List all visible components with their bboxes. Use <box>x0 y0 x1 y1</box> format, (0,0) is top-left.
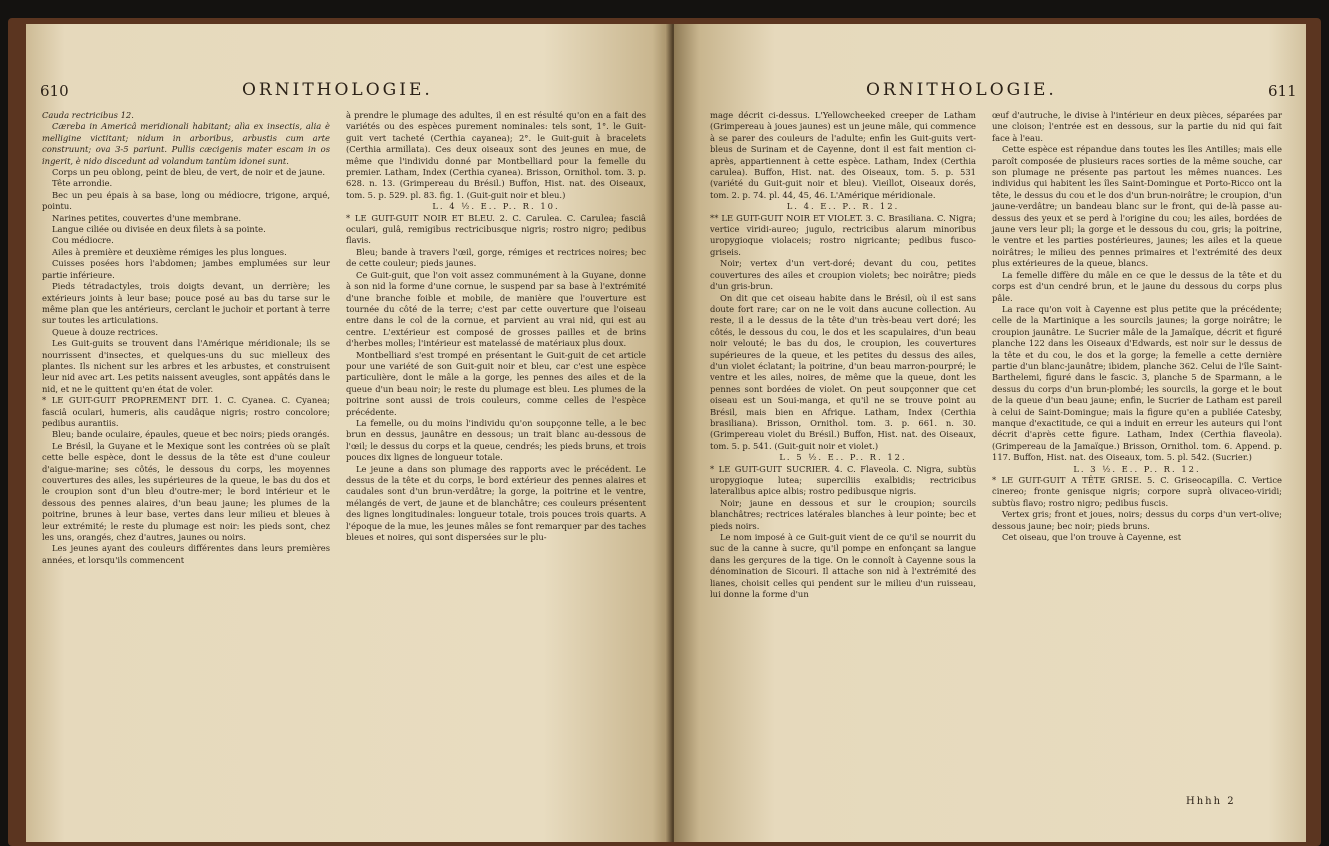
left-col1-paragraph-12: Les Guit-guits se trouvent dans l'Amérique méridionale; ils se nourrissent d'insectes, et quelques-uns du suc mielleux des plantes. Ils nichent sur les arbres et les arbustes, et construisent leur nid avec art. Les petits naissent aveugles, sont appâtés dans le nid, et ne le quittent qu'en état de voler. <box>42 338 330 394</box>
left-col1-paragraph-0: Cauda rectricibus 12. <box>42 110 134 120</box>
left-col1-paragraph-8: Ailes à première et deuxième rémiges les plus longues. <box>52 246 287 257</box>
left-col2-paragraph-1: L. 4 ½. E.. P.. R. 10. <box>432 201 560 212</box>
left-col1-paragraph-10: Pieds tétradactyles, trois doigts devant, un derrière; les extérieurs joints à leur base; pouce posé au bas du tarse sur le même plan que les antérieurs, cerclant le juchoir et portant à terre sur toutes les articulations. <box>42 281 330 326</box>
right-col1-paragraph-0: mage décrit ci-dessus. L'Yellowcheeked creeper de Latham (Grimpereau à joues jaunes) est un jeune mâle, qui commence à se parer des couleurs de l'adulte; enfin les Guit-guits vert-bleus de Surinam et de Cayenne, dont il est fait mention ci-après, appartiennent à cette espèce. Latham, Index (Certhia carulea). Buffon, Hist. nat. des Oiseaux, tom. 5. p. 531 (variété du Guit-guit noir et bleu). Vieillot, Oiseaux dorés, tom. 2. p. 74. pl. 44, 45, 46. L'Amérique méridionale. <box>710 110 976 200</box>
right-col2-paragraph-2: La femelle diffère du mâle en ce que le dessus de la tête et du corps est d'un cendré brun, et le jaune du dessous du corps plus pâle. <box>992 269 1282 303</box>
right-col2-paragraph-5: * LE GUIT-GUIT A TÊTE GRISE. 5. C. Griseocapilla. C. Vertice cinereo; fronte genisque nigris; corpore suprà olivaceo-viridi; subtùs flavo; rostro nigro; pedibus fuscis. <box>992 475 1282 508</box>
left-col1-paragraph-11: Queue à douze rectrices. <box>52 326 159 337</box>
right-col2-paragraph-1: Cette espèce est répandue dans toutes les îles Antilles; mais elle paroît composée de plusieurs races sorties de la même souche, car son plumage ne présente pas partout les mêmes nuances. Les individus qui habitent les îles Saint-Domingue et Porto-Ricco ont la tête, le dessus du cou et le dos d'un brun-noirâtre; le croupion, d'un jaune-verdâtre; un bandeau blanc sur le front, qui de-là passe au-dessus des yeux et se perd à l'origine du cou; les ailes, bordées de jaune vers leur pli; la gorge et le dessous du cou, gris; la poitrine, le ventre et les parties postérieures, jaunes; les ailes et la queue noirâtres; le milieu des pennes primaires et l'extrémité des deux plus extérieures de la queue, blancs. <box>992 144 1282 269</box>
left-col2-paragraph-0: à prendre le plumage des adultes, il en est résulté qu'on en a fait des variétés ou des espèces purement nominales: tels sont, 1°. le Guit-guit vert tacheté (Certhia cayanea); 2°. le Guit-guit à bracelets (Certhia armillata). Ces deux oiseaux sont des jeunes en mue, de même que l'individu donné par Montbelliard pour la femelle du premier. Latham, Index (Certhia cyanea). Brisson, Ornithol. tom. 3. p. 628. n. 13. (Grimpereau du Brésil.) Buffon, Hist. nat. des Oiseaux, tom. 5. p. 529. pl. 83. fig. 1. (Guit-guit noir et bleu.) <box>346 110 646 200</box>
left-col1-paragraph-14: Bleu; bande oculaire, épaules, queue et bec noirs; pieds orangés. <box>52 429 330 440</box>
left-col1-paragraph-5: Narines petites, couvertes d'une membrane. <box>52 212 241 223</box>
right-col1-paragraph-6: * LE GUIT-GUIT SUCRIER. 4. C. Flaveola. C. Nigra, subtùs uropygioque lutea; superciliis exalbidis; rectricibus lateralibus apice albis; rostro pedibusque nigris. <box>710 463 976 497</box>
signature-mark: Hhhh 2 <box>1186 796 1236 807</box>
right-col1-paragraph-8: Le nom imposé à ce Guit-guit vient de ce qu'il se nourrit du suc de la canne à sucre, qu'il pompe en enfonçant sa langue dans les gerçures de la tige. On le connoît à Cayenne sous la dénomination de Sicouri. Il attache son nid à l'extrémité des lianes, choisit celles qui pendent sur le milieu d'un ruisseau, lui donne la forme d'un <box>710 532 976 600</box>
right-col2-paragraph-3: La race qu'on voit à Cayenne est plus petite que la précédente; celle de la Martinique a les sourcils jaunes; la gorge noirâtre; le croupion jaunâtre. Le Sucrier mâle de la Jamaïque, décrit et figuré planche 122 dans les Oiseaux d'Edwards, est noir sur le dessus de la tête et du cou, le dos et la gorge; la femelle a cette dernière partie d'un blanc-jaunâtre; ibidem, planche 362. Celui de l'île Saint-Barthelemi, figuré dans le fascic. 3, planche 5 de Sparmann, a le dessus du corps d'un brun-plombé; les sourcils, la gorge et le bout de la queue d'un beau jaune; enfin, le Sucrier de Latham est pareil à celui de Saint-Domingue; mais la figure qu'en a publiée Catesby, manque d'exactitude, ce qui a induit en erreur les auteurs qui l'ont décrit d'après cette figure. Latham, Index (Certhia flaveola). (Grimpereau de la Jamaïque.) Brisson, Ornithol. tom. 6. Append. p. 117. Buffon, Hist. nat. des Oiseaux, tom. 5. pl. 542. (Sucrier.) <box>992 303 1282 463</box>
left-page <box>26 24 672 842</box>
left-col1-paragraph-15: Le Brésil, la Guyane et le Mexique sont les contrées où se plaît cette belle espèce, dont le dessus de la tête est d'une couleur d'aigue-marine; ses côtés, le dessous du corps, les moyennes couvertures des ailes, les supérieures de la queue, le bas du dos et le croupion sont d'un bleu d'outre-mer; le bord intérieur et le dessous des pennes alaires, d'un beau jaune; les plumes de la poitrine, brunes à leur base, vertes dans leur milieu et bleues à leur extrémité; le reste du plumage est noir: les pieds sont, chez les uns, orangés, chez d'autres, jaunes ou noirs. <box>42 440 330 543</box>
left-col2-paragraph-5: Montbelliard s'est trompé en présentant le Guit-guit de cet article pour une variété de son Guit-guit noir et bleu, car c'est une espèce particulière, dont le mâle a la gorge, les pennes des ailes et de la queue d'un beau noir; le reste du plumage est bleu. Les plumes de la poitrine sont aussi de trois couleurs, comme celles de l'espèce précédente. <box>346 349 646 417</box>
left-col1-paragraph-1: Cæreba in Americâ meridionali habitant; alìa ex insectis, alia è melligine victitant; nidum in arboribus, arbustis cum arte construunt; ova 3-5 pariunt. Pullis cæcigenis mater escam in os ingerit, è nido discedunt ad volandum tantùm idonei sunt. <box>42 121 330 166</box>
left-col1-paragraph-13: * LE GUIT-GUIT PROPREMENT DIT. 1. C. Cyanea. C. Cyanea; fasciâ oculari, humeris, alis caudâque nigris; rostro concolore; pedibus aurantiis. <box>42 395 330 428</box>
left-col1-paragraph-7: Cou médiocre. <box>52 235 114 246</box>
left-col2-paragraph-7: Le jeune a dans son plumage des rapports avec le précédent. Le dessus de la tête et du corps, le bord extérieur des pennes alaires et caudales sont d'un brun-verdâtre; la gorge, la poitrine et le ventre, mélangés de vert, de jaune et de blanchâtre; ces couleurs présentent des lignes longitudinales: longueur totale, trois pouces trois quarts. A l'époque de la mue, les jeunes mâles se font remarquer par des taches bleues et noires, qui sont dispersées sur le plu- <box>346 463 646 543</box>
right-col1-paragraph-5: L. 5 ½. E.. P.. R. 12. <box>779 452 907 463</box>
left-col1-paragraph-4: Bec un peu épais à sa base, long ou médiocre, trigone, arqué, pointu. <box>42 189 330 212</box>
left-col1-paragraph-9: Cuisses posées hors l'abdomen; jambes emplumées sur leur partie inférieure. <box>42 258 330 280</box>
left-col2-paragraph-2: * LE GUIT-GUIT NOIR ET BLEU. 2. C. Carulea. C. Carulea; fasciâ oculari, gulâ, remigibus rectricibusque nigris; rostro nigro; pedibus flavis. <box>346 212 646 246</box>
right-col1-paragraph-2: ** LE GUIT-GUIT NOIR ET VIOLET. 3. C. Brasiliana. C. Nigra; vertice viridi-aureo; jugulo, rectricibus alarum minoribus uropygioque violaceis; rostro nigricante; pedibus fusco-griseis. <box>710 212 976 257</box>
left-column-2 <box>346 110 646 543</box>
left-column-1 <box>42 110 330 566</box>
right-col1-paragraph-4: On dit que cet oiseau habite dans le Brésil, où il est sans doute fort rare; car on ne le voit dans aucune collection. Au reste, il a le dessus de la tête d'un très-beau vert doré; les côtés, le dessous du cou, le dos et les scapulaires, d'un beau noir velouté; le bas du dos, le croupion, les couvertures supérieures de la queue, et les petites du dessus des ailes, d'un violet éclatant; la poitrine, d'un beau marron-pourpré; le ventre et les ailes, noires, de même que la queue, dont les pennes sont bordées de violet. On peut soupçonner que cet oiseau est un Soui-manga, et qu'il ne se trouve point au Brésil, mais bien en Afrique. Latham, Index (Certhia brasiliana). Brisson, Ornithol. tom. 3. p. 661. n. 30. (Grimpereau violet du Brésil.) Buffon, Hist. nat. des Oiseaux, tom. 5. p. 541. (Guit-guit noir et violet.) <box>710 292 976 451</box>
open-book <box>8 18 1321 846</box>
left-col2-paragraph-3: Bleu; bande à travers l'œil, gorge, rémiges et rectrices noires; bec de cette couleur; pieds jaunes. <box>346 246 646 269</box>
right-page-header: ORNITHOLOGIE. <box>866 80 1057 100</box>
right-col1-paragraph-1: L. 4. E.. P.. R. 12. <box>786 201 900 212</box>
right-col2-paragraph-4: L. 3 ½. E.. P.. R. 12. <box>1073 463 1201 474</box>
right-col2-paragraph-7: Cet oiseau, que l'on trouve à Cayenne, est <box>1002 532 1182 543</box>
right-col2-paragraph-0: œuf d'autruche, le divise à l'intérieur en deux pièces, séparées par une cloison; l'entrée est en dessous, sur la partie du nid qui fait face à l'eau. <box>992 110 1282 143</box>
left-col2-paragraph-6: La femelle, ou du moins l'individu qu'on soupçonne telle, a le bec brun en dessus, jaunâtre en dessous; un trait blanc au-dessous de l'œil; le dessus du corps et la queue, cendrés; les pieds bruns, et trois pouces dix lignes de longueur totale. <box>346 417 646 463</box>
left-page-header: ORNITHOLOGIE. <box>242 80 433 100</box>
left-col1-paragraph-2: Corps un peu oblong, peint de bleu, de vert, de noir et de jaune. <box>52 167 325 178</box>
right-column-1 <box>710 110 976 600</box>
right-page <box>674 24 1306 842</box>
right-page-number: 611 <box>1268 82 1297 100</box>
left-page-number: 610 <box>40 82 69 100</box>
right-col1-paragraph-7: Noir; jaune en dessous et sur le croupion; sourcils blanchâtres; rectrices latérales blanches à leur pointe; bec et pieds noirs. <box>710 497 976 531</box>
left-col1-paragraph-6: Langue ciliée ou divisée en deux filets à sa pointe. <box>52 224 266 235</box>
right-col1-paragraph-3: Noir; vertex d'un vert-doré; devant du cou, petites couvertures des ailes et croupion violets; bec noirâtre; pieds d'un gris-brun. <box>710 258 976 292</box>
left-col2-paragraph-4: Ce Guit-guit, que l'on voit assez communément à la Guyane, donne à son nid la forme d'une cornue, le suspend par sa base à l'extrémité d'une branche foible et mobile, de manière que l'ouverture est tournée du côté de la terre; c'est par cette ouverture que l'oiseau entre dans le col de la cornue, et parvient au vrai nid, qui est au centre. L'extérieur est composé de grosses pailles et de brins d'herbes molles; l'intérieur est matelassé de matériaux plus doux. <box>346 269 646 349</box>
right-col2-paragraph-6: Vertex gris; front et joues, noirs; dessus du corps d'un vert-olive; dessous jaune; bec noir; pieds bruns. <box>992 509 1282 531</box>
left-col1-paragraph-16: Les jeunes ayant des couleurs différentes dans leurs premières années, et lorsqu'ils commencent <box>42 543 330 565</box>
left-col1-paragraph-3: Tête arrondie. <box>52 178 113 189</box>
right-column-2 <box>992 110 1282 543</box>
